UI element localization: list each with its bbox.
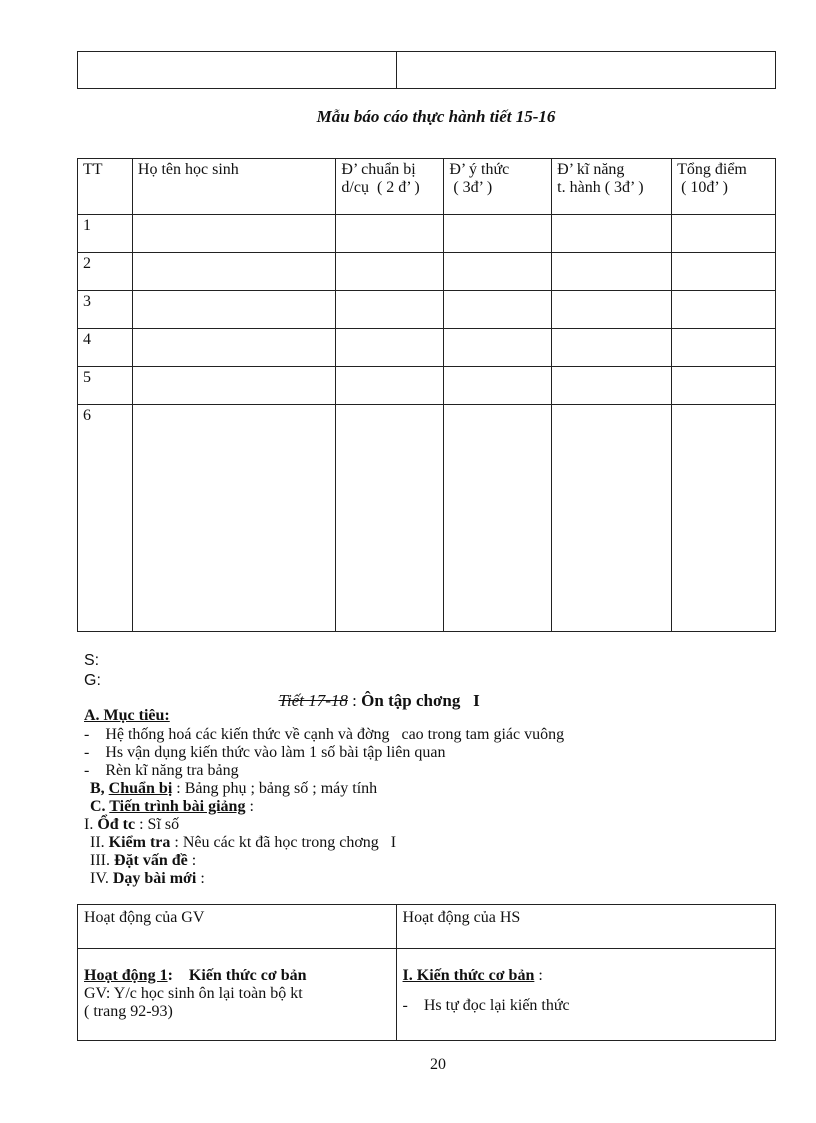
empty-cell bbox=[132, 215, 335, 253]
table-row bbox=[78, 367, 776, 405]
teacher-activity-cell: Hoạt động 1: Kiến thức cơ bản GV: Y/c học sinh ôn lại toàn bộ kt ( trang 92-93) bbox=[78, 949, 397, 1041]
empty-cell bbox=[132, 405, 335, 632]
knowledge-heading: I. Kiến thức cơ bản bbox=[402, 967, 535, 984]
table-row bbox=[78, 253, 776, 291]
practice-title: Mẫu báo cáo thực hành tiết 15-16 bbox=[316, 107, 556, 126]
empty-cell bbox=[552, 291, 672, 329]
top-table-divider bbox=[396, 52, 397, 88]
table-row bbox=[78, 405, 776, 632]
empty-cell bbox=[336, 215, 444, 253]
row-number: 2 bbox=[78, 253, 133, 291]
activity-row bbox=[78, 949, 776, 1041]
header-student-name: Họ tên học sinh bbox=[132, 159, 335, 215]
empty-cell bbox=[132, 291, 335, 329]
step-item: III. Đặt vấn đề : bbox=[90, 852, 197, 869]
empty-cell bbox=[336, 329, 444, 367]
teacher-instruction: GV: Y/c học sinh ôn lại toàn bộ kt bbox=[84, 985, 303, 1002]
student-activity-cell: I. Kiến thức cơ bản : - Hs tự đọc lại kiến thức bbox=[396, 949, 775, 1041]
section-c: C. Tiến trình bài giảng : bbox=[90, 798, 254, 815]
empty-cell bbox=[552, 253, 672, 291]
step-item: I. Ổđ tc : Sĩ số bbox=[84, 816, 180, 833]
header-teacher-activity: Hoạt động của GV bbox=[78, 905, 397, 949]
empty-cell bbox=[672, 253, 776, 291]
empty-cell bbox=[672, 291, 776, 329]
activity-table bbox=[77, 904, 776, 1041]
empty-cell bbox=[552, 329, 672, 367]
empty-cell bbox=[672, 329, 776, 367]
section-b: B, Chuẩn bị : Bảng phụ ; bảng số ; máy tính bbox=[90, 780, 378, 797]
header-student-activity: Hoạt động của HS bbox=[396, 905, 775, 949]
section-a-heading: A. Mục tiêu: bbox=[84, 707, 170, 724]
empty-cell bbox=[552, 367, 672, 405]
table-row bbox=[78, 291, 776, 329]
empty-cell bbox=[336, 253, 444, 291]
table-row bbox=[78, 215, 776, 253]
empty-cell bbox=[336, 291, 444, 329]
header-preparation-score: Đ’ chuẩn bị d/cụ ( 2 đ’ ) bbox=[336, 159, 444, 215]
page-number: 20 bbox=[430, 1056, 446, 1073]
empty-cell bbox=[444, 215, 552, 253]
objective-item: - Hệ thống hoá các kiến thức về cạnh và đờng cao trong tam giác vuông bbox=[84, 726, 565, 743]
empty-cell bbox=[444, 253, 552, 291]
lesson-heading bbox=[270, 671, 480, 711]
empty-cell bbox=[672, 367, 776, 405]
lesson-title: Ôn tập chơng I bbox=[361, 691, 480, 710]
empty-cell bbox=[444, 367, 552, 405]
header-total-score: Tổng điểm ( 10đ’ ) bbox=[672, 159, 776, 215]
empty-cell bbox=[336, 367, 444, 405]
header-attitude-score: Đ’ ý thức ( 3đ’ ) bbox=[444, 159, 552, 215]
empty-cell bbox=[132, 329, 335, 367]
step-item: IV. Dạy bài mới : bbox=[90, 870, 205, 887]
row-number: 5 bbox=[78, 367, 133, 405]
empty-cell bbox=[132, 253, 335, 291]
objective-item: - Hs vận dụng kiến thức vào làm 1 số bài tập liên quan bbox=[84, 744, 446, 761]
lesson-number: Tiết 17-18 bbox=[278, 691, 348, 710]
empty-cell bbox=[444, 329, 552, 367]
row-number: 1 bbox=[78, 215, 133, 253]
row-number: 6 bbox=[78, 405, 133, 632]
empty-cell bbox=[552, 215, 672, 253]
activity-header-row bbox=[78, 905, 776, 949]
teacher-page-ref: ( trang 92-93) bbox=[84, 1003, 173, 1020]
lesson-separator: : bbox=[347, 691, 362, 710]
top-table bbox=[77, 51, 776, 89]
grade-table bbox=[77, 158, 776, 632]
objective-item: - Rèn kĩ năng tra bảng bbox=[84, 762, 239, 779]
empty-cell bbox=[444, 405, 552, 632]
row-number: 3 bbox=[78, 291, 133, 329]
header-tt: TT bbox=[78, 159, 133, 215]
student-task: - Hs tự đọc lại kiến thức bbox=[402, 997, 570, 1014]
grade-header-row bbox=[78, 159, 776, 215]
empty-cell bbox=[132, 367, 335, 405]
empty-cell bbox=[336, 405, 444, 632]
empty-cell bbox=[672, 405, 776, 632]
table-row bbox=[78, 329, 776, 367]
step-item: II. Kiểm tra : Nêu các kt đã học trong chơng I bbox=[90, 834, 397, 851]
empty-cell bbox=[672, 215, 776, 253]
row-number: 4 bbox=[78, 329, 133, 367]
empty-cell bbox=[552, 405, 672, 632]
g-label: G: bbox=[84, 672, 101, 689]
header-skill-score: Đ’ kĩ năng t. hành ( 3đ’ ) bbox=[552, 159, 672, 215]
s-label: S: bbox=[84, 652, 100, 669]
empty-cell bbox=[444, 291, 552, 329]
activity-title: Hoạt động 1 bbox=[84, 967, 168, 984]
